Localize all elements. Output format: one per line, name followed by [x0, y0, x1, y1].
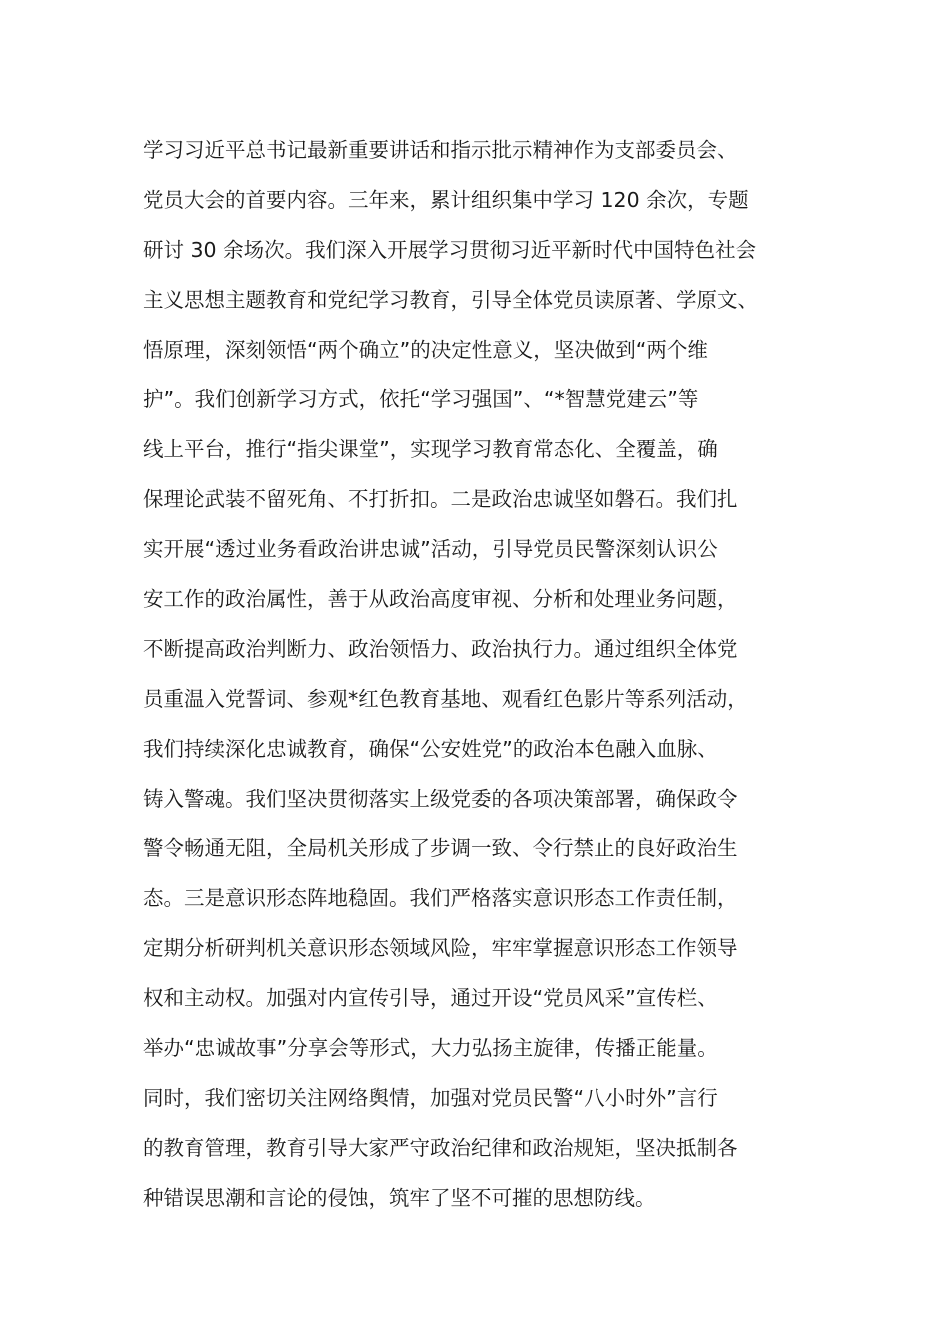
- text-line: 态。三是意识形态阵地稳固。我们严格落实意识形态工作责任制，: [143, 886, 738, 911]
- text-line: 安工作的政治属性，善于从政治高度审视、分析和处理业务问题，: [143, 587, 738, 612]
- text-line: 学习习近平总书记最新重要讲话和指示批示精神作为支部委员会、: [143, 138, 738, 162]
- text-line: 定期分析研判机关意识形态领域风险，牢牢掌握意识形态工作领导: [143, 936, 738, 961]
- text-line: 悟原理，深刻领悟“两个确立”的决定性意义，坚决做到“两个维: [143, 337, 708, 362]
- text-line: 同时，我们密切关注网络舆情，加强对党员民警“八小时外”言行: [143, 1085, 718, 1110]
- text-line: 研讨 30 余场次。我们深入开展学习贯彻习近平新时代中国特色社会: [143, 237, 757, 262]
- text-line: 权和主动权。加强对内宣传引导，通过开设“党员风采”宣传栏、: [143, 986, 718, 1011]
- text-line: 不断提高政治判断力、政治领悟力、政治执行力。通过组织全体党: [143, 636, 738, 661]
- text-line: 主义思想主题教育和党纪学习教育，引导全体党员读原著、学原文、: [143, 287, 758, 312]
- text-line: 护”。我们创新学习方式，依托“学习强国”、“*智慧党建云”等: [143, 387, 699, 412]
- text-line: 党员大会的首要内容。三年来，累计组织集中学习 120 余次，专题: [143, 187, 749, 212]
- text-line: 的教育管理，教育引导大家严守政治纪律和政治规矩，坚决抵制各: [143, 1135, 738, 1160]
- text-line: 线上平台，推行“指尖课堂”，实现学习教育常态化、全覆盖，确: [143, 437, 718, 462]
- text-line: 举办“忠诚故事”分享会等形式，大力弘扬主旋律，传播正能量。: [143, 1036, 718, 1061]
- text-line: 实开展“透过业务看政治讲忠诚”活动，引导党员民警深刻认识公: [143, 537, 718, 562]
- text-line: 铸入警魂。我们坚决贯彻落实上级党委的各项决策部署，确保政令: [143, 786, 738, 811]
- text-line: 保理论武装不留死角、不打折扣。二是政治忠诚坚如磐石。我们扎: [143, 487, 738, 512]
- text-line: 种错误思潮和言论的侵蚀，筑牢了坚不可摧的思想防线。: [143, 1185, 656, 1210]
- text-line: 警令畅通无阻，全局机关形成了步调一致、令行禁止的良好政治生: [143, 836, 738, 861]
- text-line: 我们持续深化忠诚教育，确保“公安姓党”的政治本色融入血脉、: [143, 736, 718, 761]
- text-line: 员重温入党誓词、参观*红色教育基地、观看红色影片等系列活动，: [143, 686, 748, 711]
- body-paragraph: [143, 126, 843, 1224]
